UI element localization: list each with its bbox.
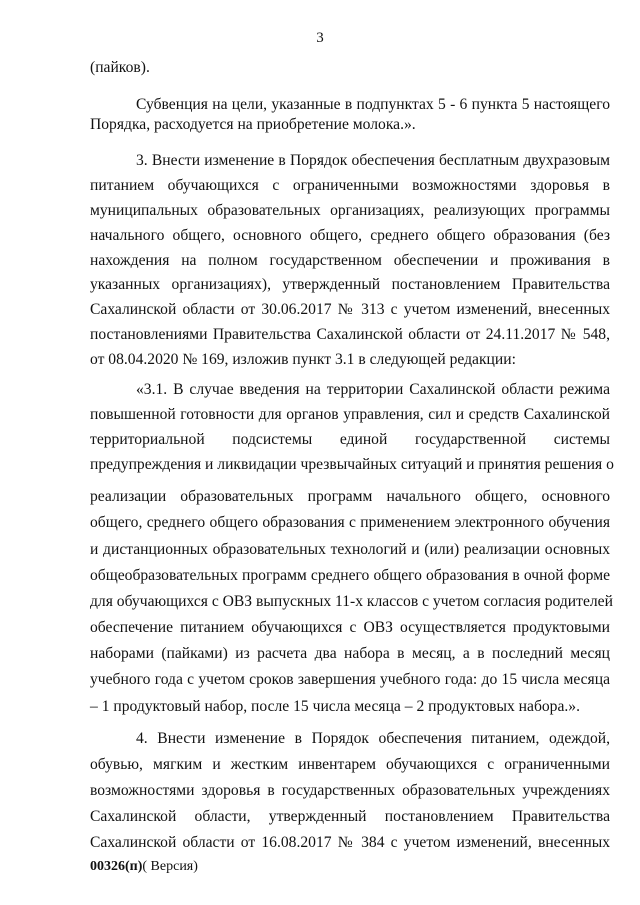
text-line: (пайков). [90,59,150,76]
text-line: начального общего, основного общего, среднего общего образования (без [90,227,610,244]
text-line: «3.1. В случае введения на территории Сахалинской области режима [136,381,610,398]
text-line: указанных организациях), утвержденный постановлением Правительства [90,276,610,293]
text-line: питанием обучающихся с ограниченными возможностями здоровья в [90,177,610,194]
text-line: территориальной подсистемы единой государственной системы [90,431,610,448]
document-version: ( Версия) [142,859,198,874]
text-line: нахождения на полном государственном обеспечении и проживания в [90,252,610,269]
text-line: Сахалинской области от 16.08.2017 № 384 с учетом изменений, внесенных [90,834,610,851]
text-line: муниципальных образовательных организациях, реализующих программы [90,202,610,219]
text-line: для обучающихся с ОВЗ выпускных 11-х классов с учетом согласия родителей [90,593,613,610]
text-line: Сахалинской области, утвержденный постановлением Правительства [90,808,610,825]
text-line: наборами (пайками) из расчета два набора в месяц, а в последний месяц [90,645,610,662]
text-line: – 1 продуктовый набор, после 15 числа месяца – 2 продуктовых набора.». [90,698,580,715]
document-footer [90,859,198,875]
text-line: Субвенция на цели, указанные в подпунктах 5 - 6 пункта 5 настоящего [136,96,610,113]
text-line: постановлениями Правительства Сахалинской области от 24.11.2017 № 548, [90,326,610,343]
text-line: Сахалинской области от 30.06.2017 № 313 с учетом изменений, внесенных [90,301,610,318]
text-line: учебного года с учетом сроков завершения учебного года: до 15 числа месяца [90,671,610,688]
text-line: общеобразовательных программ среднего общего образования в очной форме [90,567,610,584]
text-line: общего, среднего общего образования с применением электронного обучения [90,514,610,531]
text-line: возможностями здоровья в государственных образовательных учреждениях [90,782,610,799]
text-line: реализации образовательных программ начального общего, основного [90,488,610,505]
text-line: 3. Внести изменение в Порядок обеспечения бесплатным двухразовым [136,152,610,169]
text-line: повышенной готовности для органов управления, сил и средств Сахалинской [90,406,610,423]
text-line: от 08.04.2020 № 169, изложив пункт 3.1 в следующей редакции: [90,351,516,368]
text-line: обувью, мягким и жестким инвентарем обучающихся с ограниченными [90,756,610,773]
text-line: предупреждения и ликвидации чрезвычайных ситуаций и принятия решения о [90,456,614,473]
document-code: 00326(п) [90,859,143,874]
page-number: 3 [316,30,324,46]
text-line: 4. Внести изменение в Порядок обеспечения питанием, одеждой, [136,730,610,747]
text-line: и дистанционных образовательных технологий и (или) реализации основных [90,541,610,558]
text-line: Порядка, расходуется на приобретение молока.». [90,116,416,133]
text-line: обеспечение питанием обучающихся с ОВЗ осуществляется продуктовыми [90,619,610,636]
